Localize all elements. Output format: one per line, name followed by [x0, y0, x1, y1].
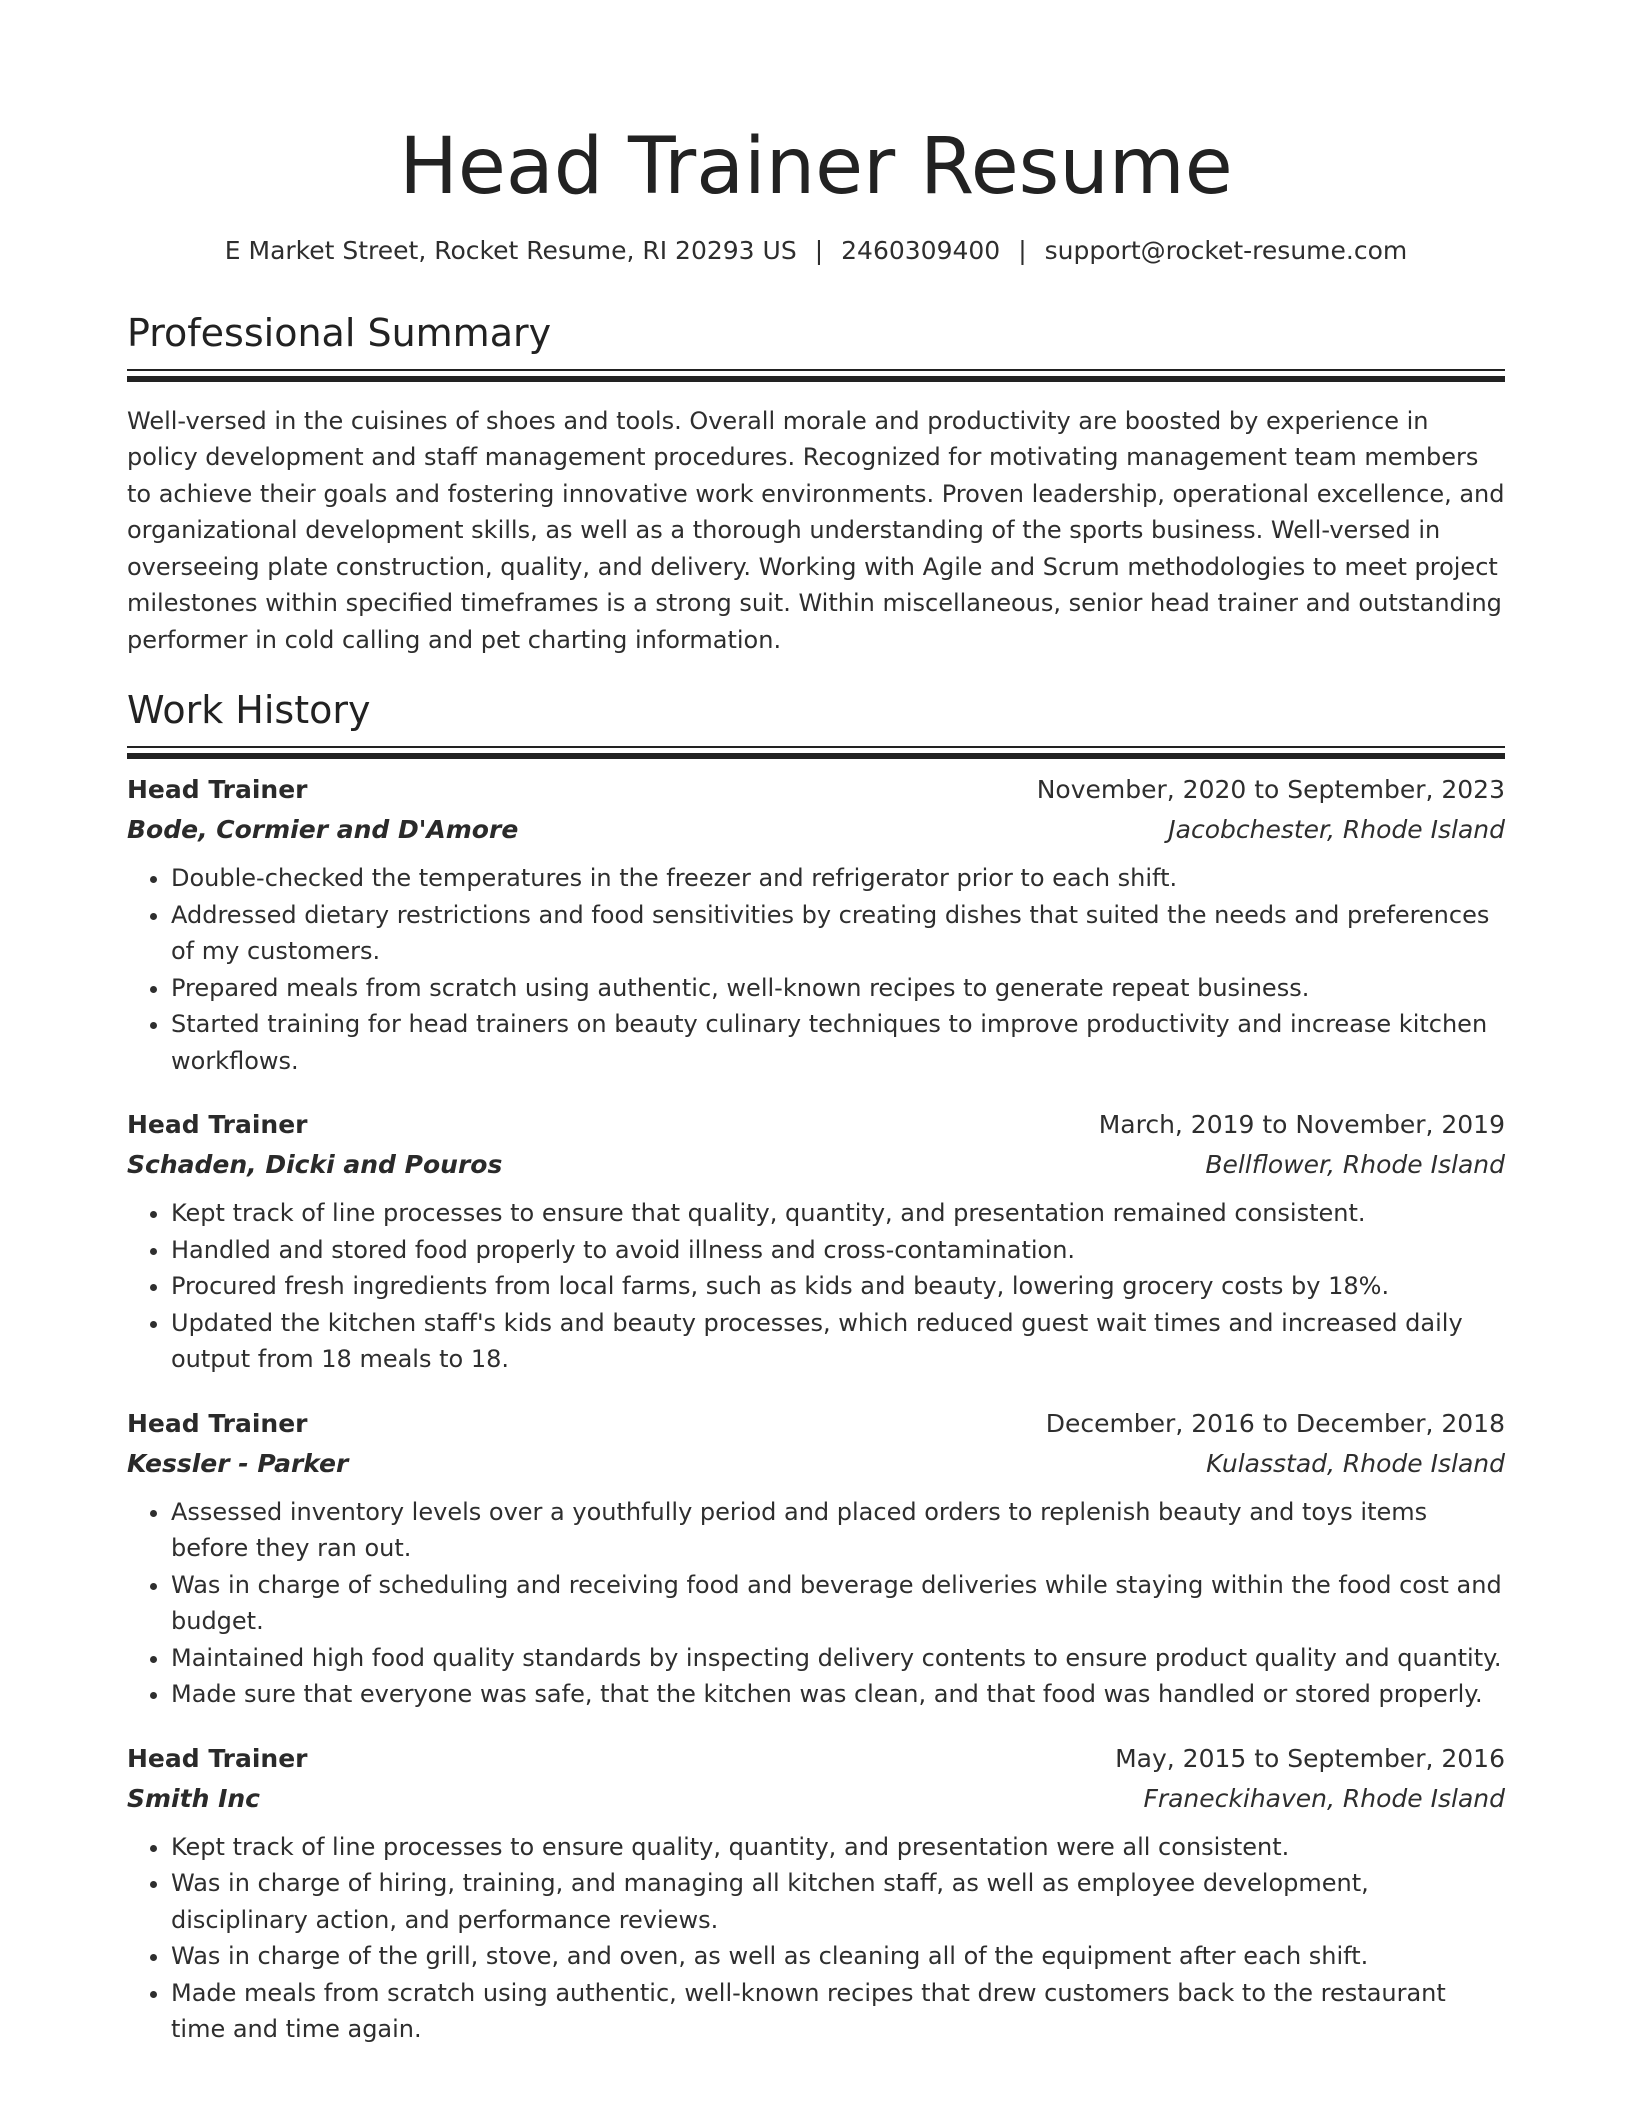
job-title: Head Trainer: [127, 1408, 308, 1438]
list-item: • Handled and stored food properly to avoid illness and cross-contamination.: [171, 1232, 1505, 1269]
resume-title: Head Trainer Resume: [399, 122, 1233, 212]
job-bullets: [127, 860, 1505, 1079]
summary-text: Well-versed in the cuisines of shoes and tools. Overall morale and productivity are boosted by experience in policy development and staff management procedures. Recognized for motivating management team members to achieve their goals and fostering innovative work environments. Proven leadership, operational excellence, and organizational development skills, as well as a thorough understanding of the sports business. Well-versed in overseeing plate construction, quality, and delivery. Working with Agile and Scrum methodologies to meet project milestones within specified timeframes is a strong suit. Within miscellaneous, senior head trainer and outstanding performer in cold calling and pet charting information.: [127, 406, 1505, 654]
contact-email: support@rocket-resume.com: [1044, 236, 1408, 265]
job-subheader: [127, 1779, 1505, 1819]
job-location: Jacobchester, Rhode Island: [1168, 815, 1505, 845]
list-item: • Was in charge of the grill, stove, and oven, as well as cleaning all of the equipment after each shift.: [171, 1938, 1505, 1975]
job-dates: December, 2016 to December, 2018: [1045, 1408, 1505, 1438]
section-heading-work: Work History: [127, 688, 371, 733]
contact-address: E Market Street, Rocket Resume, RI 20293 US: [224, 236, 797, 265]
job-location: Franeckihaven, Rhode Island: [1143, 1783, 1505, 1813]
work-history-section: [127, 690, 1505, 2047]
job-dates: May, 2015 to September, 2016: [1115, 1743, 1505, 1773]
job-entry: [127, 770, 1505, 1079]
job-entry: [127, 1739, 1505, 2048]
contact-line: [127, 236, 1505, 265]
job-bullets: [127, 1494, 1505, 1713]
section-heading-summary: Professional Summary: [127, 311, 552, 355]
professional-summary-section: [127, 313, 1505, 658]
list-item: • Started training for head trainers on beauty culinary techniques to improve productivity and increase kitchen workflows.: [171, 1006, 1505, 1079]
company-name: Schaden, Dicki and Pouros: [127, 1150, 503, 1180]
job-header: [127, 1739, 1505, 1779]
list-item: • Kept track of line processes to ensure quality, quantity, and presentation were all consistent.: [171, 1829, 1505, 1866]
list-item: • Kept track of line processes to ensure that quality, quantity, and presentation remained consistent.: [171, 1195, 1505, 1232]
list-item: • Prepared meals from scratch using authentic, well-known recipes to generate repeat business.: [171, 970, 1505, 1007]
job-dates: November, 2020 to September, 2023: [1036, 775, 1505, 805]
job-entry: [127, 1105, 1505, 1378]
job-subheader: [127, 810, 1505, 850]
job-header: [127, 770, 1505, 810]
list-item: • Was in charge of hiring, training, and managing all kitchen staff, as well as employee development, disciplinary action, and performance reviews.: [171, 1865, 1505, 1938]
job-entry: [127, 1404, 1505, 1713]
list-item: • Assessed inventory levels over a youthfully period and placed orders to replenish beauty and toys items before they ran out.: [171, 1494, 1505, 1567]
job-dates: March, 2019 to November, 2019: [1098, 1110, 1505, 1140]
list-item: • Addressed dietary restrictions and food sensitivities by creating dishes that suited the needs and preferences of my customers.: [171, 897, 1505, 970]
job-bullets: [127, 1829, 1505, 2048]
list-item: • Made meals from scratch using authentic, well-known recipes that drew customers back to the restaurant time and time again.: [171, 1975, 1505, 2048]
section-divider: [127, 746, 1505, 748]
list-item: • Updated the kitchen staff's kids and beauty processes, which reduced guest wait times and increased daily output from 18 meals to 18.: [171, 1305, 1505, 1378]
company-name: Kessler - Parker: [127, 1448, 349, 1478]
job-subheader: [127, 1444, 1505, 1484]
job-location: Kulasstad, Rhode Island: [1206, 1448, 1505, 1478]
list-item: • Maintained high food quality standards by inspecting delivery contents to ensure product quality and quantity.: [171, 1640, 1505, 1677]
job-header: [127, 1105, 1505, 1145]
contact-separator: |: [814, 236, 824, 265]
list-item: • Was in charge of scheduling and receiving food and beverage deliveries while staying within the food cost and budget.: [171, 1567, 1505, 1640]
job-bullets: [127, 1195, 1505, 1378]
job-location: Bellflower, Rhode Island: [1205, 1150, 1505, 1180]
contact-separator: |: [1018, 236, 1027, 265]
company-name: Smith Inc: [127, 1783, 260, 1813]
job-title: Head Trainer: [127, 1743, 308, 1773]
list-item: • Made sure that everyone was safe, that the kitchen was clean, and that food was handled or stored properly.: [171, 1676, 1505, 1713]
company-name: Bode, Cormier and D'Amore: [127, 815, 519, 845]
contact-phone: 2460309400: [841, 236, 1001, 265]
job-subheader: [127, 1145, 1505, 1185]
list-item: • Procured fresh ingredients from local farms, such as kids and beauty, lowering grocery costs by 18%.: [171, 1268, 1505, 1305]
section-divider: [127, 369, 1505, 371]
list-item: • Double-checked the temperatures in the freezer and refrigerator prior to each shift.: [171, 860, 1505, 897]
job-header: [127, 1404, 1505, 1444]
job-title: Head Trainer: [127, 1110, 308, 1140]
job-title: Head Trainer: [127, 775, 308, 805]
